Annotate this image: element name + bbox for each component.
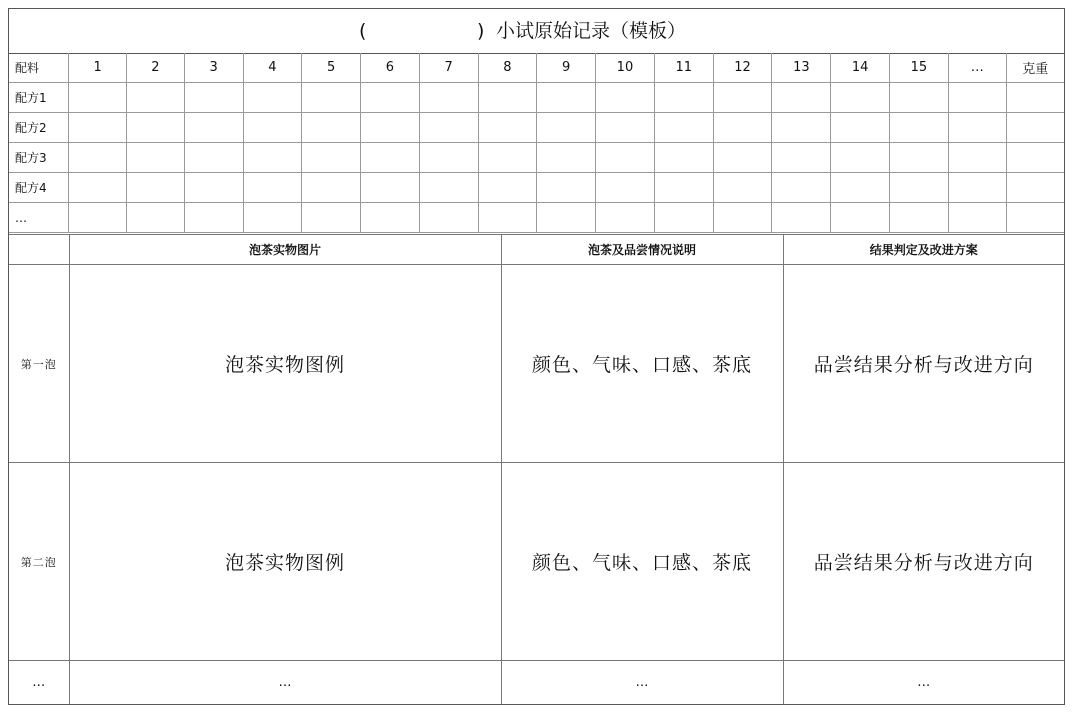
formula-input-cell[interactable]: [537, 83, 596, 113]
formula-input-cell[interactable]: [948, 83, 1006, 113]
title-text: 小试原始记录（模板）: [496, 20, 687, 42]
weight-column-header: 克重: [1006, 53, 1064, 83]
tasting-table: [9, 234, 1064, 704]
formula-input-cell[interactable]: [69, 113, 127, 143]
formula-row: [9, 173, 1064, 203]
formula-input-cell[interactable]: [184, 83, 243, 113]
formula-input-cell[interactable]: [772, 83, 831, 113]
formula-input-cell[interactable]: [537, 173, 596, 203]
result-cell[interactable]: 品尝结果分析与改进方向: [783, 463, 1064, 661]
formula-input-cell[interactable]: [596, 173, 655, 203]
formula-row-label: 配方4: [9, 173, 69, 203]
record-sheet: [8, 8, 1065, 705]
formula-input-cell[interactable]: [243, 83, 302, 113]
ingredient-column-header: 10: [596, 53, 655, 83]
formula-input-cell[interactable]: [772, 203, 831, 233]
formula-input-cell[interactable]: [1006, 173, 1064, 203]
formula-input-cell[interactable]: [713, 203, 772, 233]
formula-row: [9, 203, 1064, 233]
formula-input-cell[interactable]: [243, 113, 302, 143]
formula-input-cell[interactable]: [302, 83, 361, 113]
brew-row: [9, 463, 1064, 661]
formula-input-cell[interactable]: [831, 113, 890, 143]
ingredient-column-header: 12: [713, 53, 772, 83]
ingredient-column-header: 4: [243, 53, 302, 83]
brew-label[interactable]: …: [9, 661, 69, 705]
formula-input-cell[interactable]: [890, 173, 949, 203]
formula-input-cell[interactable]: [184, 113, 243, 143]
ingredient-grid: [9, 53, 1064, 233]
formula-input-cell[interactable]: [948, 173, 1006, 203]
formula-input-cell[interactable]: [596, 203, 655, 233]
formula-input-cell[interactable]: [478, 143, 537, 173]
tasting-column-header: 泡茶实物图片: [69, 235, 501, 265]
ingredient-column-header: …: [948, 53, 1006, 83]
formula-input-cell[interactable]: [1006, 83, 1064, 113]
formula-input-cell[interactable]: [419, 173, 478, 203]
description-cell[interactable]: 颜色、气味、口感、茶底: [501, 265, 783, 463]
ingredient-column-header: 5: [302, 53, 361, 83]
brew-label[interactable]: 第二泡: [9, 463, 69, 661]
formula-input-cell[interactable]: [69, 83, 127, 113]
formula-input-cell[interactable]: [69, 173, 127, 203]
formula-input-cell[interactable]: [713, 143, 772, 173]
formula-input-cell[interactable]: [184, 203, 243, 233]
formula-input-cell[interactable]: [243, 143, 302, 173]
ingredient-header-label: 配料: [9, 53, 69, 83]
formula-input-cell[interactable]: [831, 83, 890, 113]
formula-input-cell[interactable]: [361, 173, 420, 203]
ingredient-column-header: 7: [419, 53, 478, 83]
brew-row: [9, 661, 1064, 705]
formula-input-cell[interactable]: [654, 173, 713, 203]
formula-input-cell[interactable]: [419, 143, 478, 173]
formula-input-cell[interactable]: [184, 173, 243, 203]
formula-input-cell[interactable]: [772, 173, 831, 203]
formula-input-cell[interactable]: [596, 113, 655, 143]
formula-input-cell[interactable]: [654, 83, 713, 113]
ingredient-column-header: 15: [890, 53, 949, 83]
formula-row-label: 配方3: [9, 143, 69, 173]
formula-input-cell[interactable]: [948, 203, 1006, 233]
formula-input-cell[interactable]: [419, 83, 478, 113]
ingredient-column-header: 14: [831, 53, 890, 83]
description-cell[interactable]: …: [501, 661, 783, 705]
ingredient-column-header: 2: [127, 53, 185, 83]
formula-input-cell[interactable]: [831, 203, 890, 233]
formula-input-cell[interactable]: [127, 203, 185, 233]
ingredient-column-header: 11: [654, 53, 713, 83]
brew-row: [9, 265, 1064, 463]
formula-input-cell[interactable]: [890, 143, 949, 173]
formula-input-cell[interactable]: [478, 83, 537, 113]
formula-input-cell[interactable]: [713, 173, 772, 203]
formula-input-cell[interactable]: [302, 203, 361, 233]
formula-input-cell[interactable]: [713, 113, 772, 143]
formula-input-cell[interactable]: [302, 143, 361, 173]
tasting-column-header: 结果判定及改进方案: [783, 235, 1064, 265]
title-left-paren: (: [359, 20, 367, 42]
formula-input-cell[interactable]: [654, 203, 713, 233]
tasting-header-row: [9, 235, 1064, 265]
formula-input-cell[interactable]: [69, 143, 127, 173]
formula-input-cell[interactable]: [596, 83, 655, 113]
formula-input-cell[interactable]: [361, 83, 420, 113]
formula-input-cell[interactable]: [713, 83, 772, 113]
formula-input-cell[interactable]: [537, 143, 596, 173]
formula-input-cell[interactable]: [361, 113, 420, 143]
formula-input-cell[interactable]: [361, 143, 420, 173]
formula-row: [9, 113, 1064, 143]
photo-cell[interactable]: …: [69, 661, 501, 705]
formula-input-cell[interactable]: [127, 113, 185, 143]
formula-input-cell[interactable]: [772, 113, 831, 143]
photo-cell[interactable]: 泡茶实物图例: [69, 463, 501, 661]
formula-row: [9, 143, 1064, 173]
formula-input-cell[interactable]: [243, 173, 302, 203]
formula-input-cell[interactable]: [419, 203, 478, 233]
brew-label[interactable]: 第一泡: [9, 265, 69, 463]
ingredient-column-header: 13: [772, 53, 831, 83]
result-cell[interactable]: 品尝结果分析与改进方向: [783, 265, 1064, 463]
ingredient-column-header: 8: [478, 53, 537, 83]
formula-input-cell[interactable]: [478, 113, 537, 143]
formula-input-cell[interactable]: [127, 173, 185, 203]
formula-input-cell[interactable]: [419, 113, 478, 143]
formula-input-cell[interactable]: [890, 113, 949, 143]
ingredient-column-header: 6: [361, 53, 420, 83]
formula-input-cell[interactable]: [948, 113, 1006, 143]
title-right-paren: ): [477, 20, 485, 42]
formula-row: [9, 83, 1064, 113]
formula-input-cell[interactable]: [948, 143, 1006, 173]
formula-input-cell[interactable]: [478, 173, 537, 203]
sheet-title: [9, 9, 1064, 54]
photo-cell[interactable]: 泡茶实物图例: [69, 265, 501, 463]
tasting-header-blank: [9, 235, 69, 265]
formula-row-label: 配方2: [9, 113, 69, 143]
formula-input-cell[interactable]: [596, 143, 655, 173]
formula-input-cell[interactable]: [890, 83, 949, 113]
formula-input-cell[interactable]: [69, 203, 127, 233]
formula-row-label: 配方1: [9, 83, 69, 113]
formula-input-cell[interactable]: [654, 113, 713, 143]
formula-row-label: …: [9, 203, 69, 233]
formula-input-cell[interactable]: [831, 173, 890, 203]
formula-input-cell[interactable]: [654, 143, 713, 173]
formula-input-cell[interactable]: [361, 203, 420, 233]
formula-input-cell[interactable]: [302, 113, 361, 143]
formula-input-cell[interactable]: [772, 143, 831, 173]
formula-input-cell[interactable]: [1006, 203, 1064, 233]
description-cell[interactable]: 颜色、气味、口感、茶底: [501, 463, 783, 661]
ingredient-column-header: 3: [184, 53, 243, 83]
formula-input-cell[interactable]: [127, 143, 185, 173]
formula-input-cell[interactable]: [243, 203, 302, 233]
formula-input-cell[interactable]: [184, 143, 243, 173]
formula-input-cell[interactable]: [1006, 143, 1064, 173]
formula-input-cell[interactable]: [831, 143, 890, 173]
formula-input-cell[interactable]: [537, 203, 596, 233]
formula-input-cell[interactable]: [127, 83, 185, 113]
formula-input-cell[interactable]: [890, 203, 949, 233]
ingredient-column-header: 9: [537, 53, 596, 83]
ingredient-column-header: 1: [69, 53, 127, 83]
tasting-column-header: 泡茶及品尝情况说明: [501, 235, 783, 265]
formula-input-cell[interactable]: [302, 173, 361, 203]
formula-input-cell[interactable]: [537, 113, 596, 143]
ingredient-header-row: [9, 53, 1064, 83]
formula-input-cell[interactable]: [478, 203, 537, 233]
formula-input-cell[interactable]: [1006, 113, 1064, 143]
result-cell[interactable]: …: [783, 661, 1064, 705]
